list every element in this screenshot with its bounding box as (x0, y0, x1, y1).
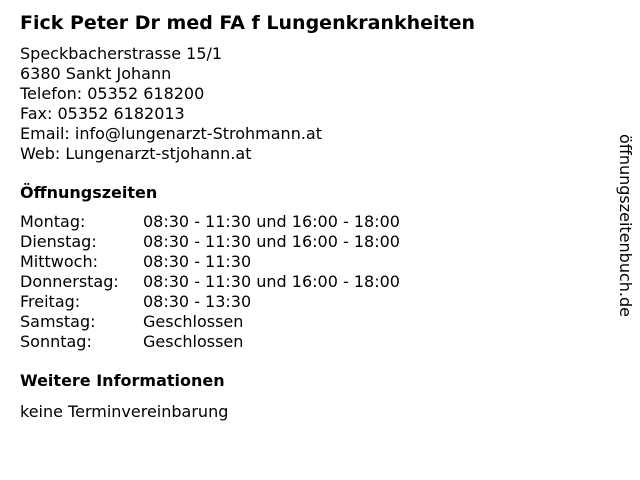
street-address: Speckbacherstrasse 15/1 (20, 44, 223, 63)
hours-day: Montag: (20, 212, 86, 231)
hours-row-thursday (20, 272, 600, 292)
phone-number: Telefon: 05352 618200 (20, 84, 205, 103)
further-info-title: Weitere Informationen (20, 371, 225, 390)
hours-row-tuesday (20, 232, 600, 252)
contact-block (20, 44, 600, 164)
further-info-text: keine Terminvereinbarung (20, 402, 229, 421)
hours-time: Geschlossen (143, 332, 244, 351)
opening-hours-table (20, 212, 600, 352)
business-card (20, 10, 600, 422)
hours-day: Mittwoch: (20, 252, 98, 271)
hours-row-saturday (20, 312, 600, 332)
hours-time: 08:30 - 13:30 (143, 292, 252, 311)
email-address: Email: info@lungenarzt-Strohmann.at (20, 124, 322, 143)
fax-number: Fax: 05352 6182013 (20, 104, 185, 123)
website-address: Web: Lungenarzt-stjohann.at (20, 144, 252, 163)
hours-day: Donnerstag: (20, 272, 119, 291)
city-address: 6380 Sankt Johann (20, 64, 172, 83)
opening-hours-title: Öffnungszeiten (20, 183, 158, 202)
hours-row-sunday (20, 332, 600, 352)
hours-time: 08:30 - 11:30 (143, 252, 252, 271)
hours-day: Dienstag: (20, 232, 97, 251)
hours-day: Sonntag: (20, 332, 92, 351)
hours-time: 08:30 - 11:30 und 16:00 - 18:00 (143, 212, 400, 231)
hours-time: 08:30 - 11:30 und 16:00 - 18:00 (143, 232, 400, 251)
hours-row-wednesday (20, 252, 600, 272)
business-name: Fick Peter Dr med FA f Lungenkrankheiten (20, 12, 476, 34)
hours-row-monday (20, 212, 600, 232)
hours-time: Geschlossen (143, 312, 244, 331)
site-watermark: öffnungszeitenbuch.de (616, 134, 635, 317)
hours-row-friday (20, 292, 600, 312)
hours-day: Samstag: (20, 312, 96, 331)
hours-time: 08:30 - 11:30 und 16:00 - 18:00 (143, 272, 400, 291)
hours-day: Freitag: (20, 292, 81, 311)
